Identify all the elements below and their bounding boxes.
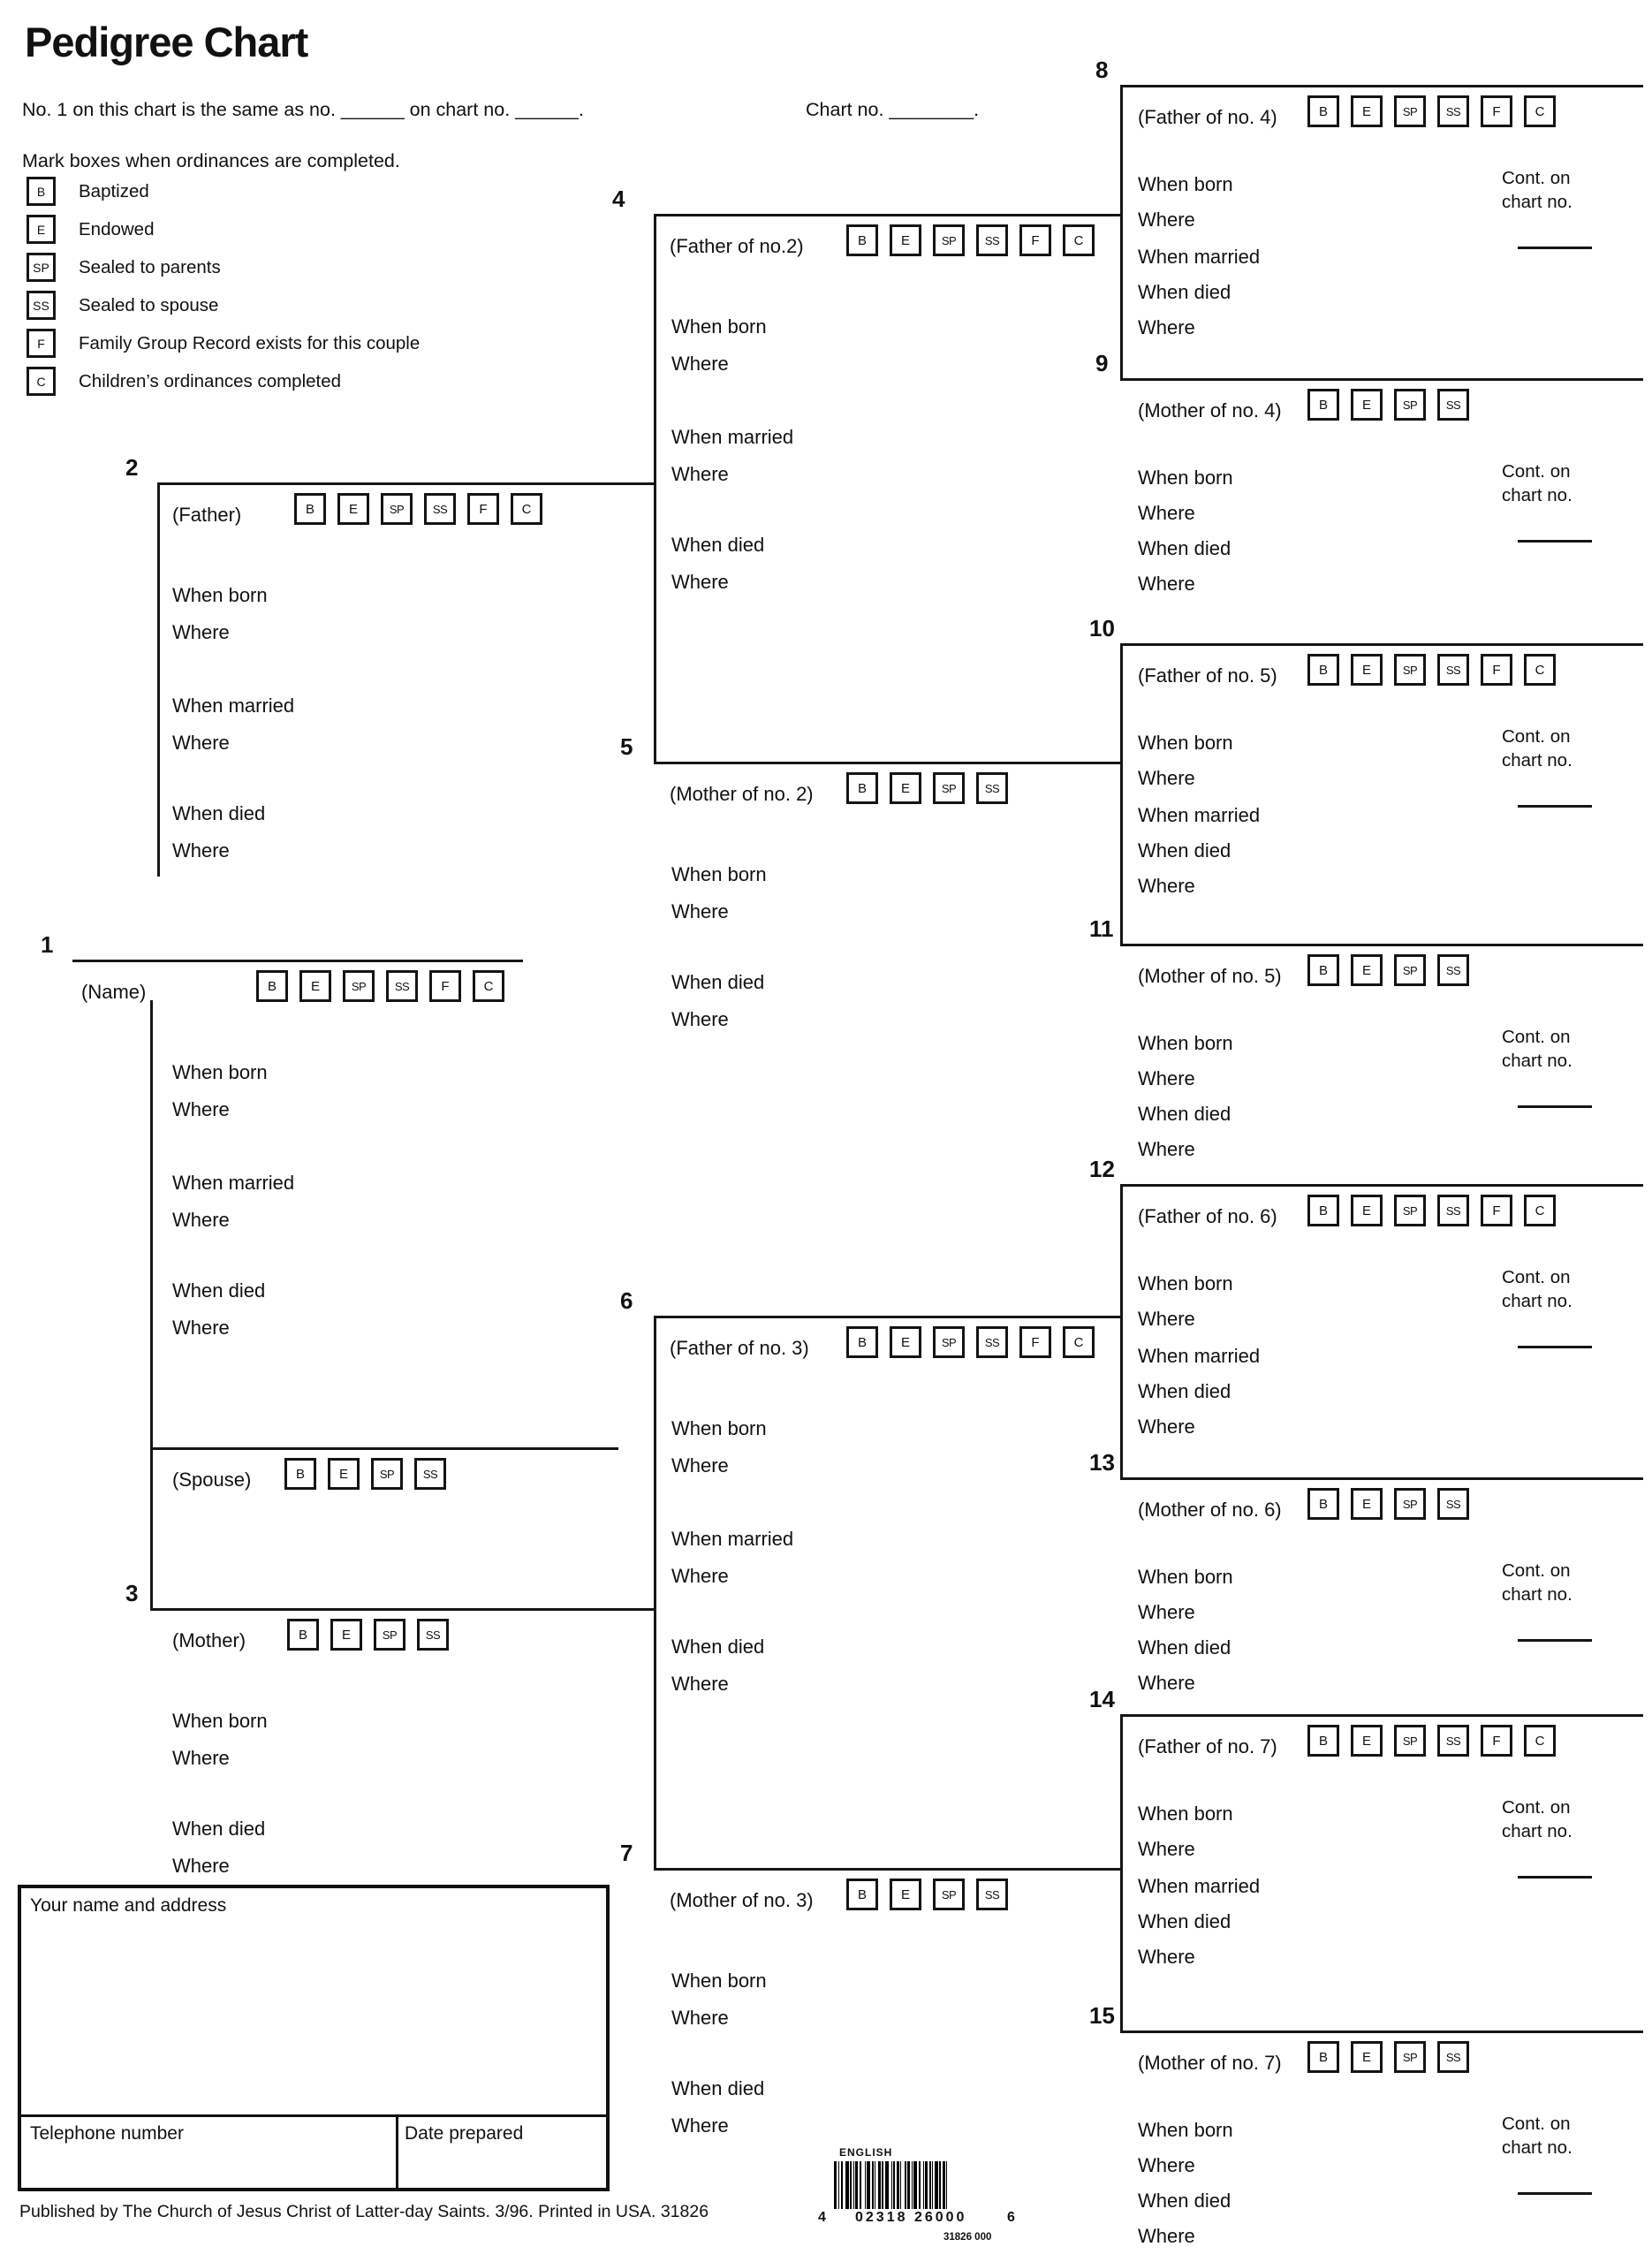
cont-chart-no-label: Cont. on: [1502, 726, 1571, 747]
ordinance-checkbox-row: [846, 772, 1008, 804]
ordinance-checkbox-C[interactable]: C: [1063, 1326, 1095, 1358]
cont-chart-no-blank[interactable]: [1518, 2192, 1592, 2195]
field-label: When married: [1138, 246, 1261, 268]
ordinance-checkbox-B[interactable]: B: [1307, 954, 1339, 986]
ordinance-checkbox-E[interactable]: E: [299, 970, 331, 1002]
entry-label: (Mother of no. 3): [670, 1889, 814, 1911]
connector-line: [1120, 85, 1123, 378]
entry-label: (Father): [172, 504, 242, 526]
name-address-box[interactable]: [18, 1885, 610, 2191]
cont-chart-no-label: Cont. on: [1502, 168, 1571, 188]
ordinance-checkbox-E[interactable]: E: [1351, 389, 1383, 421]
ordinance-checkbox-C[interactable]: C: [1063, 224, 1095, 256]
entry-label: (Mother): [172, 1629, 246, 1651]
field-label: Where: [172, 1855, 230, 1877]
field-label: Where: [1138, 1946, 1195, 1968]
cont-chart-no-blank[interactable]: [1518, 1876, 1592, 1879]
ordinance-checkbox-SS[interactable]: SS: [1437, 95, 1469, 127]
ordinance-checkbox-F[interactable]: F: [1481, 1195, 1512, 1226]
ordinance-checkbox-SP[interactable]: SP: [933, 1326, 965, 1358]
ordinance-checkbox-B[interactable]: B: [846, 772, 878, 804]
ordinance-checkbox-SP[interactable]: SP: [1394, 1488, 1426, 1520]
field-label: When died: [1138, 2190, 1231, 2212]
entry-number: 5: [620, 733, 633, 760]
entry-label: (Mother of no. 5): [1138, 965, 1282, 987]
ordinance-checkbox-C[interactable]: C: [1524, 654, 1556, 686]
entry-number: 13: [1089, 1449, 1115, 1476]
ordinance-checkbox-row: [846, 224, 1095, 256]
entry-label: (Mother of no. 7): [1138, 2052, 1282, 2074]
field-label: Where: [172, 839, 230, 862]
entry-name-line[interactable]: [654, 762, 1120, 764]
entry-number: 7: [620, 1840, 633, 1866]
entry-number: 6: [620, 1287, 633, 1314]
ordinance-checkbox-E[interactable]: E: [890, 772, 921, 804]
entry-label: (Father of no. 5): [1138, 664, 1277, 687]
field-label: Where: [1138, 1838, 1195, 1860]
field-label: Where: [671, 463, 729, 485]
field-label: Where: [172, 1317, 230, 1339]
field-label: When born: [172, 1061, 268, 1083]
ordinance-checkbox-C[interactable]: C: [1524, 95, 1556, 127]
legend-label: Children’s ordinances completed: [79, 370, 342, 391]
ordinance-code-box: E: [27, 215, 56, 244]
field-label: When married: [671, 1528, 794, 1550]
ordinance-checkbox-B[interactable]: B: [294, 493, 326, 525]
field-label: When died: [671, 971, 765, 993]
field-label: When born: [1138, 1803, 1233, 1825]
field-label: Where: [671, 1008, 729, 1030]
ordinance-checkbox-SS[interactable]: SS: [976, 1326, 1008, 1358]
cont-chart-no-label: chart no.: [1502, 485, 1572, 505]
ordinance-checkbox-SS[interactable]: SS: [1437, 1488, 1469, 1520]
ordinance-checkbox-SS[interactable]: SS: [1437, 654, 1469, 686]
ordinance-checkbox-row: [846, 1879, 1008, 1910]
ordinance-checkbox-SP[interactable]: SP: [374, 1619, 405, 1651]
telephone-label: Telephone number: [30, 2123, 184, 2144]
ordinance-checkbox-SS[interactable]: SS: [1437, 2041, 1469, 2073]
ordinance-checkbox-SP[interactable]: SP: [1394, 95, 1426, 127]
entry-name-line[interactable]: [72, 960, 523, 962]
ordinance-checkbox-SP[interactable]: SP: [1394, 2041, 1426, 2073]
ordinance-checkbox-SP[interactable]: SP: [933, 224, 965, 256]
field-label: Where: [172, 1098, 230, 1120]
ordinance-checkbox-B[interactable]: B: [1307, 654, 1339, 686]
ordinance-checkbox-SP[interactable]: SP: [381, 493, 413, 525]
field-label: When died: [1138, 281, 1231, 303]
field-label: When died: [671, 2077, 765, 2099]
entry-number: 4: [612, 186, 625, 212]
ordinance-checkbox-F[interactable]: F: [1019, 224, 1051, 256]
cont-chart-no-label: Cont. on: [1502, 1797, 1571, 1818]
field-label: When married: [172, 695, 295, 717]
cont-chart-no-label: chart no.: [1502, 2137, 1572, 2158]
field-label: Where: [671, 1454, 729, 1476]
entry-number: 12: [1089, 1156, 1115, 1182]
ordinance-checkbox-SP[interactable]: SP: [1394, 389, 1426, 421]
legend-item: [27, 177, 149, 206]
legend-item: [27, 291, 218, 320]
field-label: When born: [172, 1710, 268, 1732]
legend-label: Family Group Record exists for this couple: [79, 332, 421, 353]
field-label: Where: [1138, 573, 1195, 595]
ordinance-checkbox-row: [1307, 2041, 1469, 2073]
field-label: Where: [671, 353, 729, 375]
entry-name-line[interactable]: [150, 1447, 618, 1450]
field-label: When born: [1138, 1032, 1233, 1054]
field-label: When married: [1138, 804, 1261, 826]
field-label: When born: [671, 863, 767, 885]
entry-name-line[interactable]: [654, 1868, 1120, 1871]
entry-name-line[interactable]: [1120, 1714, 1643, 1717]
ordinance-checkbox-row: [1307, 95, 1556, 127]
legend-label: Endowed: [79, 218, 155, 239]
ordinance-checkbox-SP[interactable]: SP: [933, 1879, 965, 1910]
cont-chart-no-label: chart no.: [1502, 750, 1572, 770]
ordinance-checkbox-B[interactable]: B: [1307, 389, 1339, 421]
entry-name-line[interactable]: [654, 1316, 1120, 1318]
connector-line: [654, 1316, 656, 1868]
entry-label: (Father of no. 6): [1138, 1205, 1277, 1227]
cont-chart-no-label: Cont. on: [1502, 1267, 1571, 1287]
field-label: Where: [671, 1673, 729, 1695]
field-label: When born: [1138, 1566, 1233, 1588]
field-label: When died: [172, 802, 266, 824]
field-label: When married: [1138, 1875, 1261, 1897]
ordinance-checkbox-C[interactable]: C: [1524, 1195, 1556, 1226]
ordinance-checkbox-F[interactable]: F: [467, 493, 499, 525]
entry-name-line[interactable]: [1120, 378, 1643, 381]
field-label: Where: [671, 2114, 729, 2137]
ordinance-checkbox-row: [1307, 1725, 1556, 1757]
field-label: When born: [671, 1417, 767, 1439]
ordinance-checkbox-B[interactable]: B: [846, 1879, 878, 1910]
entry-number: 14: [1089, 1686, 1115, 1712]
field-label: Where: [1138, 316, 1195, 338]
ordinance-checkbox-B[interactable]: B: [256, 970, 288, 1002]
ordinance-checkbox-E[interactable]: E: [890, 224, 921, 256]
cont-chart-no-label: Cont. on: [1502, 1027, 1571, 1047]
barcode: [834, 2161, 1004, 2209]
ordinance-checkbox-E[interactable]: E: [1351, 1488, 1383, 1520]
ordinance-checkbox-row: [284, 1458, 446, 1490]
ordinance-checkbox-SS[interactable]: SS: [1437, 1725, 1469, 1757]
ordinance-checkbox-SS[interactable]: SS: [1437, 1195, 1469, 1226]
ordinance-checkbox-B[interactable]: B: [1307, 95, 1339, 127]
field-label: When died: [1138, 1636, 1231, 1659]
entry-label: (Mother of no. 2): [670, 783, 814, 805]
entry-number: 10: [1089, 615, 1115, 641]
ordinance-checkbox-B[interactable]: B: [1307, 1725, 1339, 1757]
connector-line: [1120, 1184, 1123, 1477]
ordinance-checkbox-E[interactable]: E: [1351, 95, 1383, 127]
ordinance-checkbox-B[interactable]: B: [846, 1326, 878, 1358]
connector-line: [654, 214, 656, 762]
divider: [396, 2114, 398, 2188]
ordinance-checkbox-B[interactable]: B: [1307, 2041, 1339, 2073]
field-label: Where: [1138, 875, 1195, 897]
ordinance-checkbox-E[interactable]: E: [330, 1619, 362, 1651]
ordinance-checkbox-SS[interactable]: SS: [976, 224, 1008, 256]
connector-line: [1120, 643, 1123, 944]
ordinance-checkbox-row: [287, 1619, 449, 1651]
ordinance-checkbox-E[interactable]: E: [328, 1458, 360, 1490]
field-label: When born: [1138, 467, 1233, 489]
field-label: When died: [1138, 1910, 1231, 1932]
ordinance-checkbox-E[interactable]: E: [890, 1879, 921, 1910]
cont-chart-no-label: chart no.: [1502, 1584, 1572, 1605]
ordinance-checkbox-SP[interactable]: SP: [1394, 954, 1426, 986]
barcode-right-digit: 6: [1007, 2210, 1015, 2225]
ordinance-checkbox-B[interactable]: B: [1307, 1488, 1339, 1520]
ordinance-checkbox-C[interactable]: C: [511, 493, 542, 525]
field-label: Where: [671, 900, 729, 922]
entry-name-line[interactable]: [654, 214, 1120, 216]
field-label: Where: [1138, 2225, 1195, 2247]
ordinance-checkbox-row: [1307, 1195, 1556, 1226]
entry-name-line[interactable]: [1120, 85, 1643, 87]
page-title: Pedigree Chart: [25, 19, 308, 65]
entry-label: (Mother of no. 6): [1138, 1499, 1282, 1521]
entry-name-line[interactable]: [1120, 944, 1643, 946]
entry-number: 9: [1095, 350, 1109, 376]
field-label: Where: [1138, 209, 1195, 231]
ordinance-checkbox-SP[interactable]: SP: [1394, 654, 1426, 686]
field-label: When born: [671, 315, 767, 338]
ordinance-checkbox-row: [1307, 1488, 1469, 1520]
ordinance-checkbox-B[interactable]: B: [1307, 1195, 1339, 1226]
field-label: Where: [671, 571, 729, 593]
cont-chart-no-label: chart no.: [1502, 192, 1572, 212]
field-label: When died: [1138, 1103, 1231, 1125]
ordinance-checkbox-SS[interactable]: SS: [976, 772, 1008, 804]
ordinance-checkbox-row: [256, 970, 504, 1002]
ordinance-checkbox-SP[interactable]: SP: [933, 772, 965, 804]
entry-label: (Spouse): [172, 1469, 252, 1491]
field-label: When died: [172, 1818, 266, 1840]
legend-item: [27, 367, 341, 396]
ordinance-checkbox-E[interactable]: E: [337, 493, 369, 525]
ordinance-checkbox-E[interactable]: E: [1351, 654, 1383, 686]
connector-line: [157, 482, 160, 877]
entry-number: 1: [41, 931, 54, 958]
entry-label: (Father of no.2): [670, 235, 804, 257]
ordinance-checkbox-C[interactable]: C: [1524, 1725, 1556, 1757]
field-label: When born: [1138, 732, 1233, 754]
entry-number: 2: [125, 454, 139, 481]
ordinance-checkbox-row: [1307, 954, 1469, 986]
entry-name-line[interactable]: [1120, 1477, 1643, 1480]
field-label: When died: [671, 534, 765, 556]
field-label: When born: [1138, 173, 1233, 195]
ordinance-checkbox-SP[interactable]: SP: [1394, 1195, 1426, 1226]
entry-number: 15: [1089, 2002, 1115, 2029]
mark-boxes-instruction: Mark boxes when ordinances are completed.: [22, 150, 400, 171]
ordinance-checkbox-SS[interactable]: SS: [417, 1619, 449, 1651]
field-label: When died: [172, 1279, 266, 1302]
field-label: When married: [671, 426, 794, 448]
ordinance-checkbox-SS[interactable]: SS: [1437, 389, 1469, 421]
ordinance-checkbox-F[interactable]: F: [1481, 95, 1512, 127]
publisher-line: Published by The Church of Jesus Christ of Latter-day Saints. 3/96. Printed in USA. 31826: [19, 2202, 709, 2221]
ordinance-checkbox-E[interactable]: E: [1351, 1195, 1383, 1226]
cont-chart-no-blank[interactable]: [1518, 247, 1592, 249]
field-label: Where: [172, 1747, 230, 1769]
legend-label: Sealed to parents: [79, 256, 221, 277]
field-label: When died: [1138, 537, 1231, 559]
ordinance-checkbox-B[interactable]: B: [846, 224, 878, 256]
barcode-left-digit: 4: [818, 2210, 826, 2225]
field-label: Where: [172, 1209, 230, 1231]
field-label: Where: [172, 621, 230, 643]
entry-label: (Name): [81, 981, 147, 1003]
ordinance-checkbox-E[interactable]: E: [890, 1326, 921, 1358]
field-label: Where: [671, 2007, 729, 2029]
legend-item: [27, 253, 221, 282]
field-label: When died: [1138, 839, 1231, 862]
ordinance-checkbox-SS[interactable]: SS: [424, 493, 456, 525]
ordinance-code-box: SS: [27, 291, 56, 320]
ordinance-checkbox-SS[interactable]: SS: [414, 1458, 446, 1490]
ordinance-checkbox-B[interactable]: B: [284, 1458, 316, 1490]
ordinance-checkbox-row: [846, 1326, 1095, 1358]
field-label: When married: [1138, 1345, 1261, 1367]
ordinance-checkbox-row: [1307, 389, 1469, 421]
field-label: When married: [172, 1172, 295, 1194]
cont-chart-no-label: Cont. on: [1502, 461, 1571, 482]
field-label: Where: [1138, 767, 1195, 789]
legend-label: Sealed to spouse: [79, 294, 219, 315]
ordinance-checkbox-row: [294, 493, 542, 525]
ordinance-checkbox-F[interactable]: F: [1481, 654, 1512, 686]
same-as-line: No. 1 on this chart is the same as no. ______ on chart no. ______.: [22, 99, 584, 120]
field-label: Where: [1138, 1672, 1195, 1694]
date-prepared-label: Date prepared: [405, 2123, 524, 2144]
ordinance-checkbox-E[interactable]: E: [1351, 2041, 1383, 2073]
legend-item: [27, 329, 420, 358]
field-label: When born: [671, 1970, 767, 1992]
barcode-sub-number: 31826 000: [943, 2232, 992, 2243]
field-label: When born: [1138, 2119, 1233, 2141]
field-label: Where: [1138, 1308, 1195, 1330]
ordinance-checkbox-F[interactable]: F: [1481, 1725, 1512, 1757]
entry-name-line[interactable]: [157, 482, 654, 485]
entry-number: 11: [1089, 915, 1114, 942]
field-label: When died: [1138, 1380, 1231, 1402]
field-label: Where: [1138, 1138, 1195, 1160]
entry-name-line[interactable]: [1120, 643, 1643, 646]
cont-chart-no-label: Cont. on: [1502, 1560, 1571, 1581]
name-address-label: Your name and address: [30, 1895, 227, 1916]
connector-line: [150, 1000, 153, 1608]
ordinance-checkbox-B[interactable]: B: [287, 1619, 319, 1651]
cont-chart-no-label: chart no.: [1502, 1291, 1572, 1311]
field-label: When born: [172, 584, 268, 606]
field-label: Where: [1138, 1601, 1195, 1623]
cont-chart-no-label: Cont. on: [1502, 2114, 1571, 2134]
cont-chart-no-blank[interactable]: [1518, 1639, 1592, 1642]
entry-number: 3: [125, 1580, 139, 1606]
barcode-digits: 02318 26000: [855, 2210, 967, 2225]
field-label: Where: [1138, 502, 1195, 524]
cont-chart-no-blank[interactable]: [1518, 540, 1592, 543]
barcode-language-label: ENGLISH: [839, 2146, 893, 2159]
entry-label: (Father of no. 7): [1138, 1735, 1277, 1757]
ordinance-checkbox-F[interactable]: F: [429, 970, 461, 1002]
ordinance-checkbox-SS[interactable]: SS: [386, 970, 418, 1002]
ordinance-checkbox-E[interactable]: E: [1351, 1725, 1383, 1757]
ordinance-code-box: B: [27, 177, 56, 206]
ordinance-checkbox-SP[interactable]: SP: [371, 1458, 403, 1490]
field-label: When born: [1138, 1272, 1233, 1294]
entry-name-line[interactable]: [1120, 1184, 1643, 1187]
divider: [21, 2114, 606, 2117]
entry-name-line[interactable]: [1120, 2030, 1643, 2033]
cont-chart-no-blank[interactable]: [1518, 1105, 1592, 1108]
field-label: Where: [1138, 2154, 1195, 2176]
chart-no-field[interactable]: Chart no. ________.: [806, 99, 980, 120]
field-label: When died: [671, 1636, 765, 1658]
ordinance-checkbox-C[interactable]: C: [473, 970, 504, 1002]
entry-number: 8: [1095, 57, 1109, 83]
ordinance-code-box: SP: [27, 253, 56, 282]
ordinance-code-box: F: [27, 329, 56, 358]
cont-chart-no-label: chart no.: [1502, 1821, 1572, 1841]
entry-label: (Father of no. 3): [670, 1337, 809, 1359]
entry-label: (Father of no. 4): [1138, 106, 1277, 128]
connector-line: [1120, 1714, 1123, 2030]
ordinance-checkbox-SS[interactable]: SS: [1437, 954, 1469, 986]
cont-chart-no-label: chart no.: [1502, 1051, 1572, 1071]
ordinance-code-box: C: [27, 367, 56, 396]
legend-label: Baptized: [79, 180, 149, 201]
barcode-bar: [947, 2161, 949, 2209]
ordinance-checkbox-E[interactable]: E: [1351, 954, 1383, 986]
field-label: Where: [1138, 1067, 1195, 1089]
field-label: Where: [1138, 1416, 1195, 1438]
ordinance-checkbox-row: [1307, 654, 1556, 686]
field-label: Where: [172, 732, 230, 754]
ordinance-checkbox-F[interactable]: F: [1019, 1326, 1051, 1358]
cont-chart-no-blank[interactable]: [1518, 805, 1592, 808]
ordinance-checkbox-SP[interactable]: SP: [1394, 1725, 1426, 1757]
entry-label: (Mother of no. 4): [1138, 399, 1282, 421]
cont-chart-no-blank[interactable]: [1518, 1346, 1592, 1348]
ordinance-checkbox-SS[interactable]: SS: [976, 1879, 1008, 1910]
ordinance-checkbox-SP[interactable]: SP: [343, 970, 375, 1002]
legend-item: [27, 215, 154, 244]
field-label: Where: [671, 1565, 729, 1587]
entry-name-line[interactable]: [150, 1608, 654, 1611]
